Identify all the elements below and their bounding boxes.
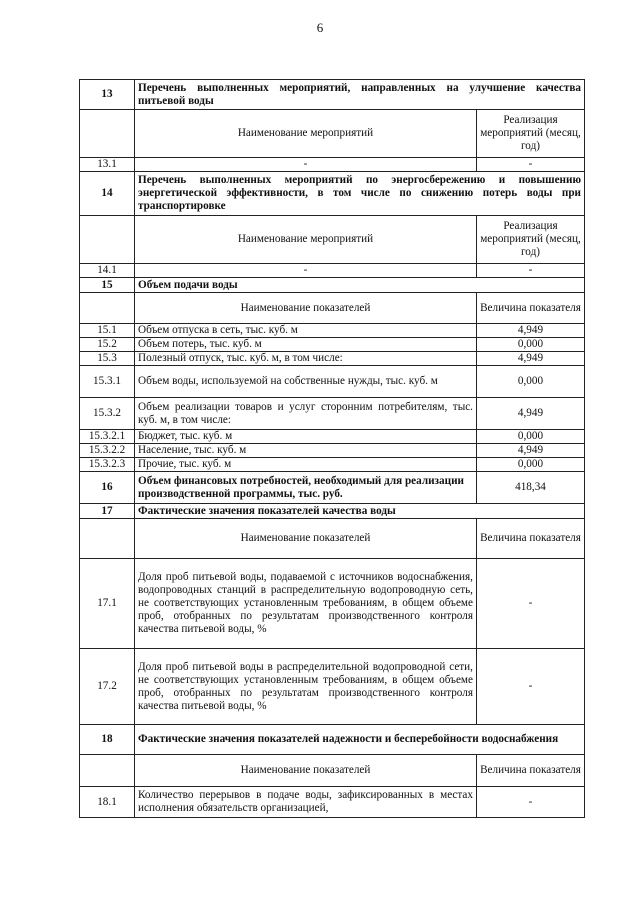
section-title: Объем подачи воды — [135, 278, 585, 293]
table-row — [80, 158, 585, 172]
column-header-name: Наименование показателей — [135, 755, 477, 787]
table-row — [80, 352, 585, 366]
column-header-value: Реализация мероприятий (месяц, год) — [476, 216, 584, 264]
row-number: 15.3.2.3 — [80, 458, 135, 472]
section-number: 18 — [80, 725, 135, 755]
report-table — [79, 79, 585, 818]
row-value: - — [476, 264, 584, 278]
column-header-value: Величина показателя — [476, 519, 584, 559]
section-18-header-row — [80, 725, 585, 755]
table-row — [80, 324, 585, 338]
page-number: 6 — [316, 20, 324, 35]
column-header-row — [80, 110, 585, 158]
column-header-name: Наименование мероприятий — [135, 110, 477, 158]
row-value: 4,949 — [476, 398, 584, 430]
table-row — [80, 458, 585, 472]
row-name: Бюджет, тыс. куб. м — [135, 430, 477, 444]
row-name: Население, тыс. куб. м — [135, 444, 477, 458]
row-number: 15.3.2.1 — [80, 430, 135, 444]
row-name: Количество перерывов в подаче воды, зафиксированных в местах исполнения обязательств организацией, — [135, 787, 477, 818]
table-row — [80, 264, 585, 278]
row-name: Объем потерь, тыс. куб. м — [135, 338, 477, 352]
row-number: 18.1 — [80, 787, 135, 818]
column-header-row — [80, 216, 585, 264]
row-name: Доля проб питьевой воды в распределительной водопроводной сети, не соответствующих установленным требованиям, в общем объеме проб, отобранных по результатам производственного контроля качества питьевой воды, % — [135, 649, 477, 725]
column-header-name: Наименование показателей — [135, 519, 477, 559]
section-number: 14 — [80, 172, 135, 216]
section-title: Перечень выполненных мероприятий по энергосбережению и повышению энергетической эффективности, в том числе по снижению потерь воды при транспортировке — [135, 172, 585, 216]
row-value: 0,000 — [476, 366, 584, 398]
row-number: 17.2 — [80, 649, 135, 725]
table-row — [80, 559, 585, 649]
column-header-name: Наименование мероприятий — [135, 216, 477, 264]
section-title: Объем финансовых потребностей, необходимый для реализации производственной программы, тыс. руб. — [135, 472, 477, 504]
row-number: 15.2 — [80, 338, 135, 352]
row-number: 15.1 — [80, 324, 135, 338]
row-name: Объем отпуска в сеть, тыс. куб. м — [135, 324, 477, 338]
column-header-value: Величина показателя — [476, 755, 584, 787]
column-header-row — [80, 755, 585, 787]
row-number: 14.1 — [80, 264, 135, 278]
row-value: 4,949 — [476, 444, 584, 458]
column-header-value: Реализация мероприятий (месяц, год) — [476, 110, 584, 158]
section-title: Фактические значения показателей надежности и бесперебойности водоснабжения — [135, 725, 585, 755]
row-value: 418,34 — [476, 472, 584, 504]
column-header-value: Величина показателя — [476, 293, 584, 324]
row-name: Доля проб питьевой воды, подаваемой с источников водоснабжения, водопроводных станций в распределительную водопроводную сеть, не соответствующих установленным требованиям, в общем объеме проб, отобранных по результатам производственного контроля качества питьевой воды, % — [135, 559, 477, 649]
section-17-header-row — [80, 504, 585, 519]
section-16-row — [80, 472, 585, 504]
table-row — [80, 338, 585, 352]
row-value: - — [476, 649, 584, 725]
row-value: 0,000 — [476, 458, 584, 472]
table-row — [80, 398, 585, 430]
row-name: - — [135, 264, 477, 278]
row-value: - — [476, 158, 584, 172]
section-number: 17 — [80, 504, 135, 519]
row-value: 4,949 — [476, 324, 584, 338]
row-name: Объем воды, используемой на собственные нужды, тыс. куб. м — [135, 366, 477, 398]
row-value: 0,000 — [476, 430, 584, 444]
column-header-row — [80, 519, 585, 559]
table-row — [80, 430, 585, 444]
row-number: 15.3.2.2 — [80, 444, 135, 458]
section-14-header-row — [80, 172, 585, 216]
section-number: 13 — [80, 80, 135, 110]
row-number: 15.3.2 — [80, 398, 135, 430]
section-15-header-row — [80, 278, 585, 293]
row-value: - — [476, 787, 584, 818]
row-name: Объем реализации товаров и услуг сторонним потребителям, тыс. куб. м, в том числе: — [135, 398, 477, 430]
table-row — [80, 444, 585, 458]
row-value: 4,949 — [476, 352, 584, 366]
column-header-name: Наименование показателей — [135, 293, 477, 324]
section-number: 16 — [80, 472, 135, 504]
section-title: Фактические значения показателей качества воды — [135, 504, 585, 519]
section-title: Перечень выполненных мероприятий, направленных на улучшение качества питьевой воды — [135, 80, 585, 110]
section-number: 15 — [80, 278, 135, 293]
row-name: Прочие, тыс. куб. м — [135, 458, 477, 472]
section-13-header-row — [80, 80, 585, 110]
row-name: - — [135, 158, 477, 172]
row-value: - — [476, 559, 584, 649]
row-number: 13.1 — [80, 158, 135, 172]
table-row — [80, 787, 585, 818]
row-number: 15.3.1 — [80, 366, 135, 398]
table-row — [80, 649, 585, 725]
row-number: 15.3 — [80, 352, 135, 366]
row-name: Полезный отпуск, тыс. куб. м, в том числе: — [135, 352, 477, 366]
row-number: 17.1 — [80, 559, 135, 649]
column-header-row — [80, 293, 585, 324]
row-value: 0,000 — [476, 338, 584, 352]
table-row — [80, 366, 585, 398]
